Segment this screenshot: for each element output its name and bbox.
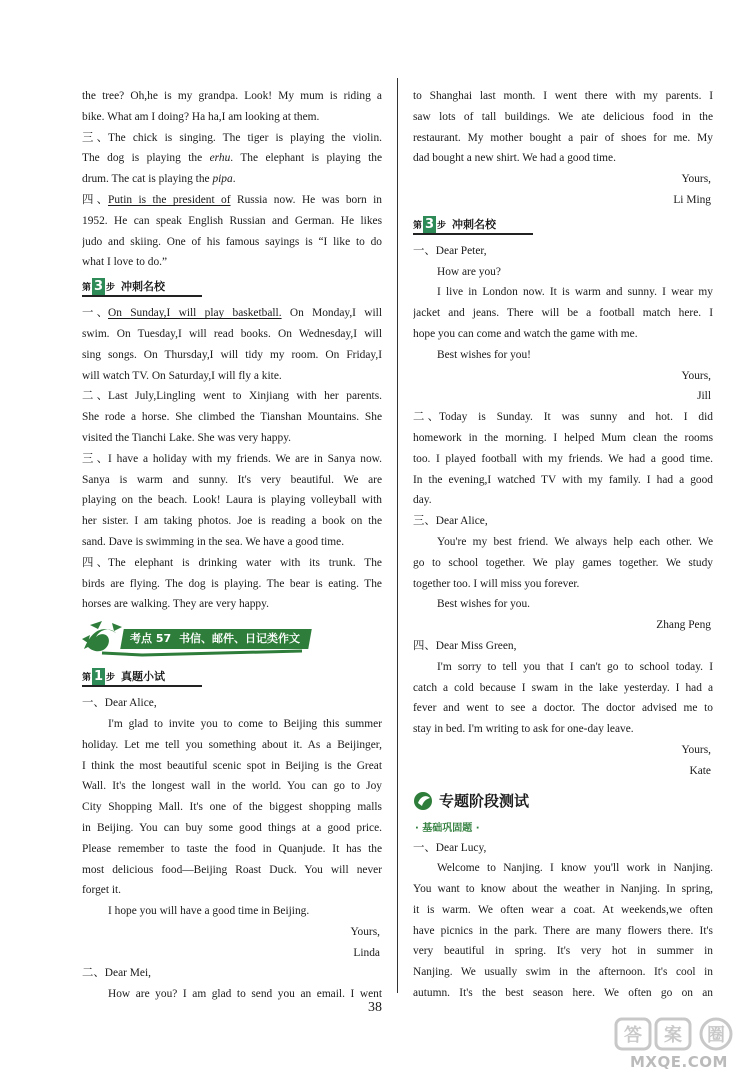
- step-title: 冲刺名校: [452, 217, 497, 231]
- text-line: jacket and jeans. There will be a football match here. I: [413, 307, 713, 320]
- text-line: autumn. It's the best season here. We often go on an: [413, 987, 713, 1000]
- letter-closing: Best wishes for you.: [437, 598, 531, 611]
- letter-salutation: 四、Dear Miss Green,: [413, 639, 517, 652]
- step-title: 真题小试: [121, 670, 166, 684]
- item-label: 四、: [82, 556, 108, 569]
- letter-closing: I hope you will have a good time in Beijing.: [108, 905, 310, 918]
- underlined-phrase: Putin is the president of: [108, 193, 231, 206]
- letter-signature: Li Ming: [673, 193, 711, 206]
- text-line: restaurant. My mother bought a pair of shoes for me. My: [413, 131, 713, 144]
- svg-text:答: 答: [624, 1025, 642, 1046]
- letter-signature: Jill: [697, 390, 711, 403]
- step-underline: [413, 233, 533, 235]
- text-line: I think the most beautiful scenic spot in Beijing is the Great: [82, 759, 382, 772]
- text-line: Welcome to Nanjing. I know you'll work in Nanjing.: [437, 862, 713, 875]
- step-underline: [82, 685, 202, 687]
- letter-greeting: How are you?: [437, 265, 501, 278]
- item-label: 四、: [82, 193, 108, 206]
- letter-salutation: 二、Dear Mei,: [82, 967, 151, 980]
- answer-3-line: 三、The chick is singing. The tiger is playing the violin.: [82, 128, 382, 149]
- letter-closing: Best wishes for you!: [437, 348, 531, 361]
- watermark-logo: [612, 1015, 742, 1075]
- text-line: bike. What am I doing? Ha ha,I am looking at them.: [82, 110, 320, 123]
- text-line: I live in London now. It is warm and sunny. I wear my: [437, 286, 713, 299]
- column-divider: [397, 78, 398, 993]
- text-line: She rode a horse. She climbed the Tianshan Mountains. She: [82, 411, 382, 424]
- text-line: Sanya is warm and sunny. It's very beautiful. We are: [82, 473, 382, 486]
- letter-signature: Kate: [689, 764, 711, 777]
- letter-signature: Zhang Peng: [656, 619, 711, 632]
- text-line: in Beijing. You can buy some good things at a good price.: [82, 821, 382, 834]
- text-line: very beautiful in spring. It's very hot in summer in: [413, 945, 713, 958]
- answer-2-line: 二、Last July,Lingling went to Xinjiang with her parents.: [82, 386, 382, 407]
- text-line: 1952. He can speak English Russian and German. He likes: [82, 214, 382, 227]
- text-line: Wall. It's the longest wall in the world. You can go to Joy: [82, 780, 382, 793]
- svg-text:圈: 圈: [707, 1025, 725, 1046]
- text-line: The dog is playing the erhu. The elephant is playing the: [82, 152, 382, 165]
- letter-signature: Linda: [353, 946, 380, 959]
- text-line: have picnics in the park. There are many flowers there. It's: [413, 924, 713, 937]
- text-line: You want to know about the weather in Nanjing. In spring,: [413, 883, 713, 896]
- watermark-site: MXQE.COM: [630, 1053, 728, 1071]
- letter-yours: Yours,: [681, 173, 711, 186]
- text-line: what I love to do.”: [82, 256, 168, 269]
- text-line: In the evening,I watched TV with my family. I had a good: [413, 473, 713, 486]
- text-line: playing on the beach. Look! Laura is playing volleyball with: [82, 494, 382, 507]
- answer-2-line: 二、Today is Sunday. It was sunny and hot. I did: [413, 407, 713, 428]
- svg-text:案: 案: [664, 1025, 682, 1046]
- letter-yours: Yours,: [681, 369, 711, 382]
- letter-yours: Yours,: [681, 743, 711, 756]
- step-3-header: 第 3 步 冲刺名校: [82, 275, 382, 299]
- text-line: too. I played football with my friends. We had a good time.: [413, 452, 713, 465]
- letter-salutation: 三、Dear Alice,: [413, 515, 488, 528]
- text-line: drum. The cat is playing the pipa.: [82, 173, 236, 186]
- right-column: [413, 86, 713, 1004]
- watermark-icon: [612, 1015, 742, 1055]
- letter-salutation: 一、Dear Lucy,: [413, 841, 487, 854]
- item-label: 三、: [413, 515, 436, 528]
- text-line: day.: [413, 494, 432, 507]
- subsection-title: · 基础巩固题 ·: [415, 822, 480, 834]
- text-line: hope you can come and watch the game with me.: [413, 327, 638, 340]
- text-line: it is warm. We often wear a coat. At weekends,we often: [413, 903, 713, 916]
- text-line: I'm sorry to tell you that I can't go to school today. I: [437, 660, 713, 673]
- kaodian-label: 考点 57 书信、邮件、日记类作文: [120, 629, 311, 649]
- text-line: saw lots of tall buildings. We ate delicious food in the: [413, 110, 713, 123]
- text-line: fever and went to see a doctor. The doctor advised me to: [413, 702, 713, 715]
- text-line: birds are flying. The dog is playing. The bear is eating. The: [82, 577, 382, 590]
- step-title: 冲刺名校: [121, 280, 166, 294]
- step-number-badge: 3: [93, 279, 104, 295]
- section-title: 专题阶段测试: [413, 786, 713, 816]
- left-column: [82, 86, 382, 1005]
- text-line: homework in the morning. I helped Mum clean the rooms: [413, 431, 713, 444]
- text-line: will watch TV. On Saturday,I will fly a kite.: [82, 369, 282, 382]
- text-line: Please remember to taste the food in Quanjude. It has the: [82, 842, 382, 855]
- text-line: most delicious food—Beijing Roast Duck. You will never: [82, 863, 382, 876]
- item-label: 一、: [82, 307, 108, 320]
- underlined-phrase: On Sunday,I will play basketball.: [108, 307, 282, 320]
- letter-salutation: 一、Dear Peter,: [413, 244, 487, 257]
- text-line: dad bought a new shirt. We had a good time.: [413, 152, 616, 165]
- step-1-header: 第 1 步 真题小试: [82, 665, 382, 689]
- text-line: Nanjing. We usually swim in the afternoon. It's cool in: [413, 966, 713, 979]
- text-line: swim. On Tuesday,I will read books. On Wednesday,I will: [82, 327, 382, 340]
- item-label: 一、: [413, 244, 436, 257]
- item-label: 一、: [413, 841, 436, 854]
- text-line: stay in bed. I'm writing to ask for one-day leave.: [413, 723, 634, 736]
- page-number: 38: [368, 1000, 382, 1015]
- item-label: 四、: [413, 639, 436, 652]
- text-line: judo and skiing. One of his famous sayings is “I like to do: [82, 235, 382, 248]
- text-line: visited the Tianchi Lake. She was very happy.: [82, 431, 292, 444]
- item-label: 一、: [82, 697, 105, 710]
- text-line: horses are walking. They are very happy.: [82, 598, 269, 611]
- item-label: 二、: [82, 390, 108, 403]
- item-label: 三、: [82, 452, 108, 465]
- step-number-badge: 3: [424, 216, 435, 232]
- text-line: go to school together. We play games together. We study: [413, 556, 713, 569]
- text-line: to Shanghai last month. I went there with my parents. I: [413, 90, 713, 102]
- text-line: together too. I will miss you forever.: [413, 577, 580, 590]
- leaf-icon: [413, 791, 435, 811]
- text-line: How are you? I am glad to send you an email. I went: [108, 988, 382, 1001]
- kaodian-banner: [82, 619, 382, 659]
- step-3-header: 第 3 步 冲刺名校: [413, 213, 713, 237]
- text-line: catch a cold because I swam in the lake yesterday. I had a: [413, 681, 713, 694]
- text-line: City Shopping Mall. It's one of the biggest shopping malls: [82, 801, 382, 814]
- answer-3-line: 三、I have a holiday with my friends. We are in Sanya now.: [82, 449, 382, 470]
- text-line: sing songs. On Thursday,I will tidy my room. On Friday,I: [82, 348, 382, 361]
- letter-salutation: 一、Dear Alice,: [82, 697, 157, 710]
- item-label: 二、: [82, 967, 105, 980]
- answer-4-line: 四、The elephant is drinking water with its trunk. The: [82, 553, 382, 574]
- text-line: holiday. Let me tell you something about it. As a Beijinger,: [82, 738, 382, 751]
- answer-1-line: 一、On Sunday,I will play basketball. On Monday,I will: [82, 303, 382, 324]
- step-number-badge: 1: [93, 669, 104, 685]
- text-line: forget it.: [82, 884, 122, 897]
- item-label: 三、: [82, 131, 108, 144]
- text-line: I'm glad to invite you to come to Beijing this summer: [108, 717, 382, 730]
- text-line: her sister. I am taking photos. Joe is reading a book on the: [82, 515, 382, 528]
- kaodian-title: 书信、邮件、日记类作文: [178, 632, 300, 646]
- answer-4-line: 四、Putin is the president of Russia now. He was born in: [82, 190, 382, 211]
- text-line: sand. Dave is swimming in the sea. We have a good time.: [82, 535, 345, 548]
- letter-yours: Yours,: [350, 925, 380, 938]
- step-underline: [82, 295, 202, 297]
- text-line: You're my best friend. We always help each other. We: [437, 535, 713, 548]
- item-label: 二、: [413, 411, 439, 424]
- text-line: the tree? Oh,he is my grandpa. Look! My mum is riding a: [82, 90, 382, 102]
